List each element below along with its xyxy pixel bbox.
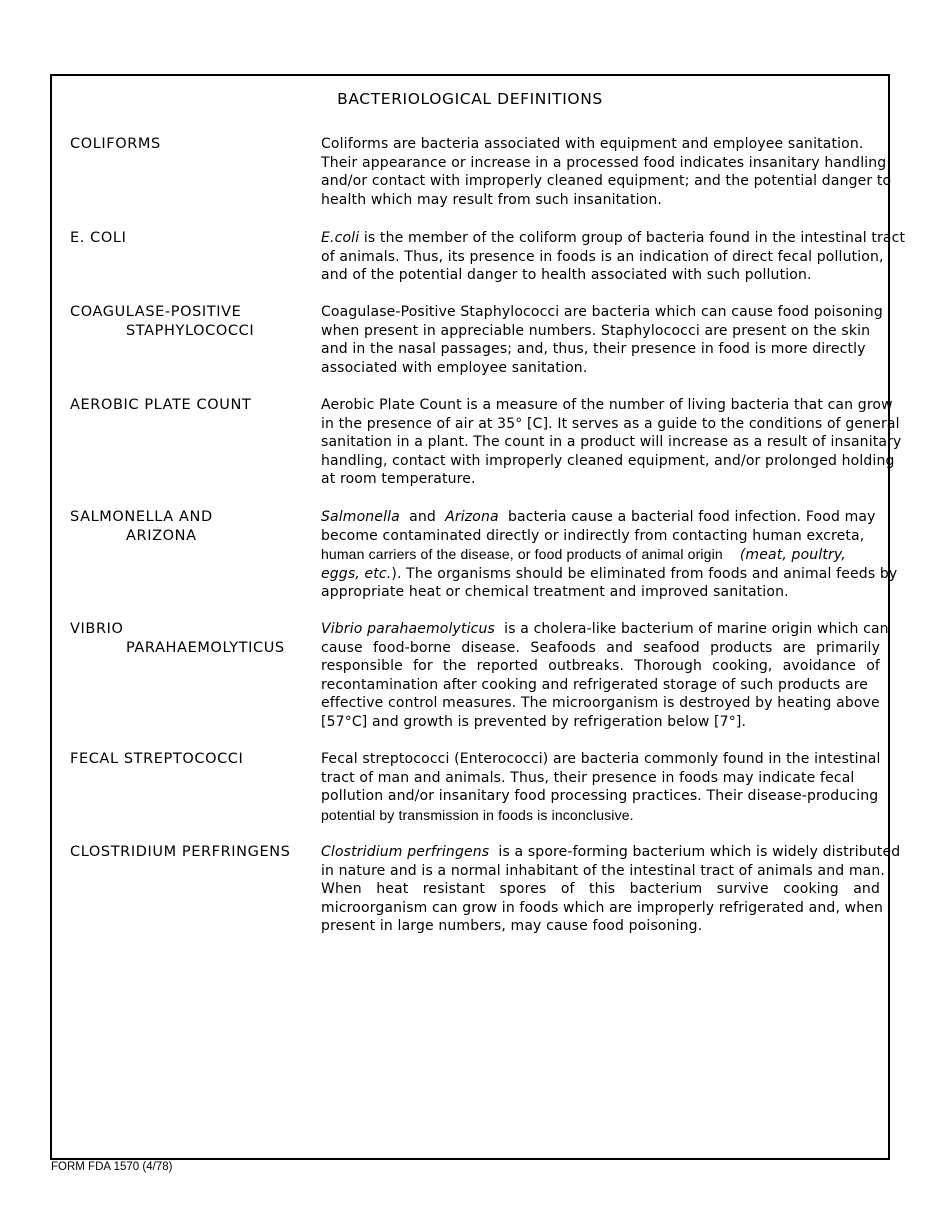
definition-staphylococci: Coagulase-Positive Staphylococci are bacteria which can cause food poisoning when present in appreciable numbers. Staphylococci are present on the skin and in the nasal passages; and, thus, their presence in food is more directly associated with employee sanitation. — [321, 304, 883, 376]
term-salmonella: SALMONELLA AND ARIZONA — [70, 509, 213, 544]
term-clostridium: CLOSTRIDIUM PERFRINGENS — [70, 844, 291, 860]
definition-vibrio: Vibrio parahaemolyticus is a cholera-like bacterium of marine origin which can cause food-borne disease. Seafoods and seafood products are primarily responsible for the reported outbreaks. Thorough cooking, avoidance of recontamination after cooking and refrigerated storage of such products are effective control measures. The microorganism is destroyed by heating above [57°C] and growth is prevented by refrigeration below [7°]. — [321, 621, 889, 730]
definition-fecal-streptococci: Fecal streptococci (Enterococci) are bacteria commonly found in the intestinal tract of man and animals. Thus, their presence in foods may indicate fecal pollution and/or insanitary food processing practices. Their disease-producing potential by transmission in foods is inconclusive. — [321, 751, 881, 823]
term-aerobic-plate-count: AEROBIC PLATE COUNT — [70, 397, 252, 413]
term-ecoli: E. COLI — [70, 230, 127, 246]
form-number-footer: FORM FDA 1570 (4/78) — [51, 1161, 173, 1173]
page-title: BACTERIOLOGICAL DEFINITIONS — [337, 90, 603, 108]
definition-ecoli: E.coli is the member of the coliform group of bacteria found in the intestinal tract of animals. Thus, its presence in foods is an indication of direct fecal pollution, and of the potential danger to health associated with such pollution. — [321, 230, 906, 284]
definition-aerobic-plate-count: Aerobic Plate Count is a measure of the number of living bacteria that can grow in the presence of air at 35° [C]. It serves as a guide to the conditions of general sanitation in a plant. The count in a product will increase as a result of insanitary handling, contact with improperly cleaned equipment, and/or prolonged holding at room temperature. — [321, 397, 902, 488]
definition-coliforms: Coliforms are bacteria associated with equipment and employee sanitation. Their appearance or increase in a processed food indicates insanitary handling and/or contact with improperly cleaned equipment; and the potential danger to health which may result from such insanitation. — [321, 136, 892, 208]
term-vibrio: VIBRIO PARAHAEMOLYTICUS — [70, 621, 285, 656]
term-staphylococci: COAGULASE-POSITIVE STAPHYLOCOCCI — [70, 304, 255, 339]
form-frame — [50, 74, 906, 1160]
definition-salmonella: Salmonella and Arizona bacteria cause a bacterial food infection. Food may become contaminated directly or indirectly from contacting human excreta, human carriers of the disease, or food products of animal origin (meat, poultry, eggs, etc.). The organisms should be eliminated from foods and animal feeds by appropriate heat or chemical treatment and improved sanitation. — [321, 509, 898, 601]
term-coliforms: COLIFORMS — [70, 136, 161, 152]
term-fecal-streptococci: FECAL STREPTOCOCCI — [70, 751, 244, 767]
definition-clostridium: Clostridium perfringens is a spore-forming bacterium which is widely distributed in nature and is a normal inhabitant of the intestinal tract of animals and man. When heat resistant spores of this bacterium survive cooking and microorganism can grow in foods which are improperly refrigerated and, when present in large numbers, may cause food poisoning. — [321, 844, 901, 935]
